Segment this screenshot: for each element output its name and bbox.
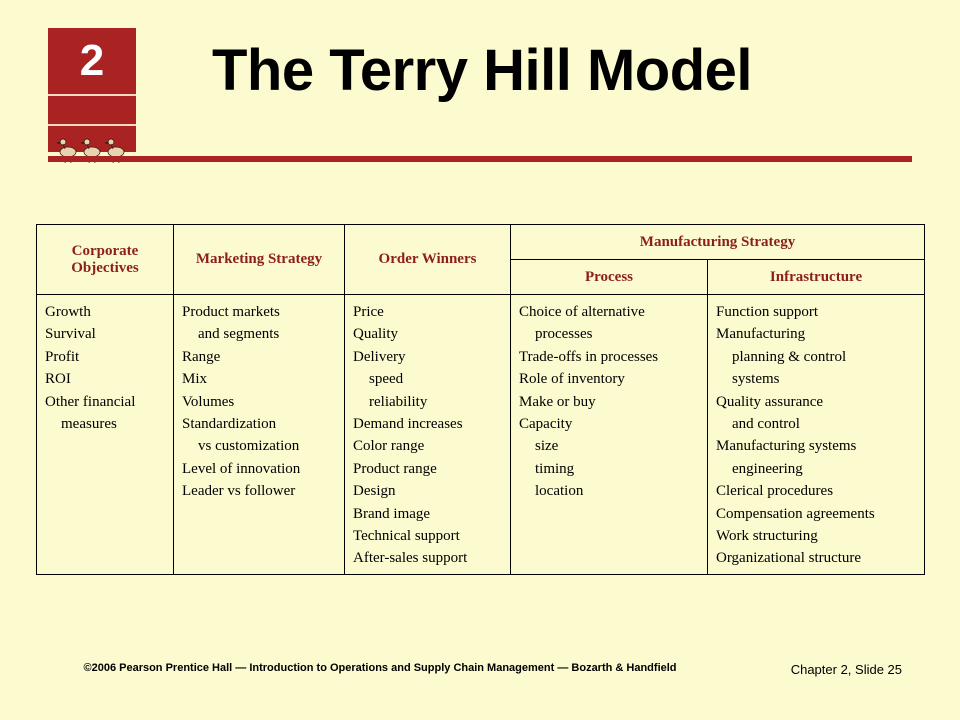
header-order-winners: Order Winners: [345, 225, 511, 295]
marketing-strategy-item: and segments: [198, 326, 280, 343]
logo-divider: [48, 124, 136, 126]
logo-divider: [48, 94, 136, 96]
order-winner-item: After-sales support: [353, 550, 468, 567]
infrastructure-item: Organizational structure: [716, 550, 862, 567]
process-item: location: [535, 483, 584, 500]
process-item: Capacity: [519, 416, 573, 433]
cell-process: [511, 295, 708, 575]
header-corporate-objectives: Corporate Objectives: [37, 225, 174, 295]
header-infrastructure: Infrastructure: [708, 260, 925, 295]
process-item: Trade-offs in processes: [519, 348, 659, 365]
terry-hill-table: [36, 224, 925, 575]
infrastructure-item: Manufacturing: [716, 326, 806, 343]
order-winner-item: Brand image: [353, 505, 431, 522]
cell-corporate-objectives: [37, 295, 174, 575]
corporate-objective-item: Other financial: [45, 393, 136, 410]
order-winner-item: Color range: [353, 438, 425, 455]
marketing-strategy-item: Product markets: [182, 304, 280, 320]
process-item: processes: [535, 326, 593, 343]
infrastructure-item: Clerical procedures: [716, 483, 834, 500]
chapter-number: 2: [79, 36, 105, 85]
corporate-objective-item: Survival: [45, 326, 96, 343]
corporate-objective-item: ROI: [45, 371, 71, 388]
process-item: size: [535, 438, 559, 455]
marketing-strategy-item: Volumes: [182, 393, 235, 410]
infrastructure-item: Compensation agreements: [716, 505, 875, 522]
process-item: Choice of alternative: [519, 304, 645, 320]
infrastructure-item: and control: [732, 416, 800, 433]
order-winner-item: Technical support: [353, 528, 460, 545]
page-title: The Terry Hill Model: [212, 38, 753, 103]
corporate-objective-item: Growth: [45, 304, 91, 320]
corporate-objective-item: Profit: [45, 348, 80, 365]
infrastructure-item: Quality assurance: [716, 393, 824, 410]
cell-order-winners: [345, 295, 511, 575]
title-divider: [48, 156, 912, 162]
header-manufacturing-strategy: Manufacturing Strategy: [511, 225, 925, 260]
marketing-strategy-item: Range: [182, 348, 221, 365]
order-winner-item: Price: [353, 304, 384, 320]
marketing-strategy-item: Leader vs follower: [182, 483, 296, 500]
header-process: Process: [511, 260, 708, 295]
marketing-strategy-item: Level of innovation: [182, 460, 301, 477]
order-winner-item: Design: [353, 483, 396, 500]
infrastructure-item: Function support: [716, 304, 819, 320]
order-winner-item: speed: [369, 371, 404, 388]
copyright-footer: ©2006 Pearson Prentice Hall — Introduction to Operations and Supply Chain Management — Bozarth & Handfield: [83, 662, 677, 674]
slide-number: Chapter 2, Slide 25: [790, 662, 902, 677]
cell-infrastructure: [708, 295, 925, 575]
infrastructure-item: systems: [732, 371, 780, 388]
chapter-logo: [48, 28, 136, 152]
infrastructure-item: planning & control: [732, 348, 847, 365]
process-item: Make or buy: [519, 393, 596, 410]
corporate-objective-item: measures: [61, 416, 117, 433]
order-winner-item: Product range: [353, 460, 437, 477]
order-winner-item: Demand increases: [353, 416, 463, 433]
header-marketing-strategy: Marketing Strategy: [174, 225, 345, 295]
infrastructure-item: engineering: [732, 460, 803, 477]
marketing-strategy-item: vs customization: [198, 438, 300, 455]
order-winner-item: Delivery: [353, 348, 406, 365]
process-item: Role of inventory: [519, 371, 625, 388]
order-winner-item: Quality: [353, 326, 398, 343]
cell-marketing-strategy: [174, 295, 345, 575]
infrastructure-item: Work structuring: [716, 528, 818, 545]
process-item: timing: [535, 460, 575, 477]
infrastructure-item: Manufacturing systems: [716, 438, 857, 455]
order-winner-item: reliability: [369, 393, 428, 410]
marketing-strategy-item: Standardization: [182, 416, 277, 433]
marketing-strategy-item: Mix: [182, 371, 208, 388]
